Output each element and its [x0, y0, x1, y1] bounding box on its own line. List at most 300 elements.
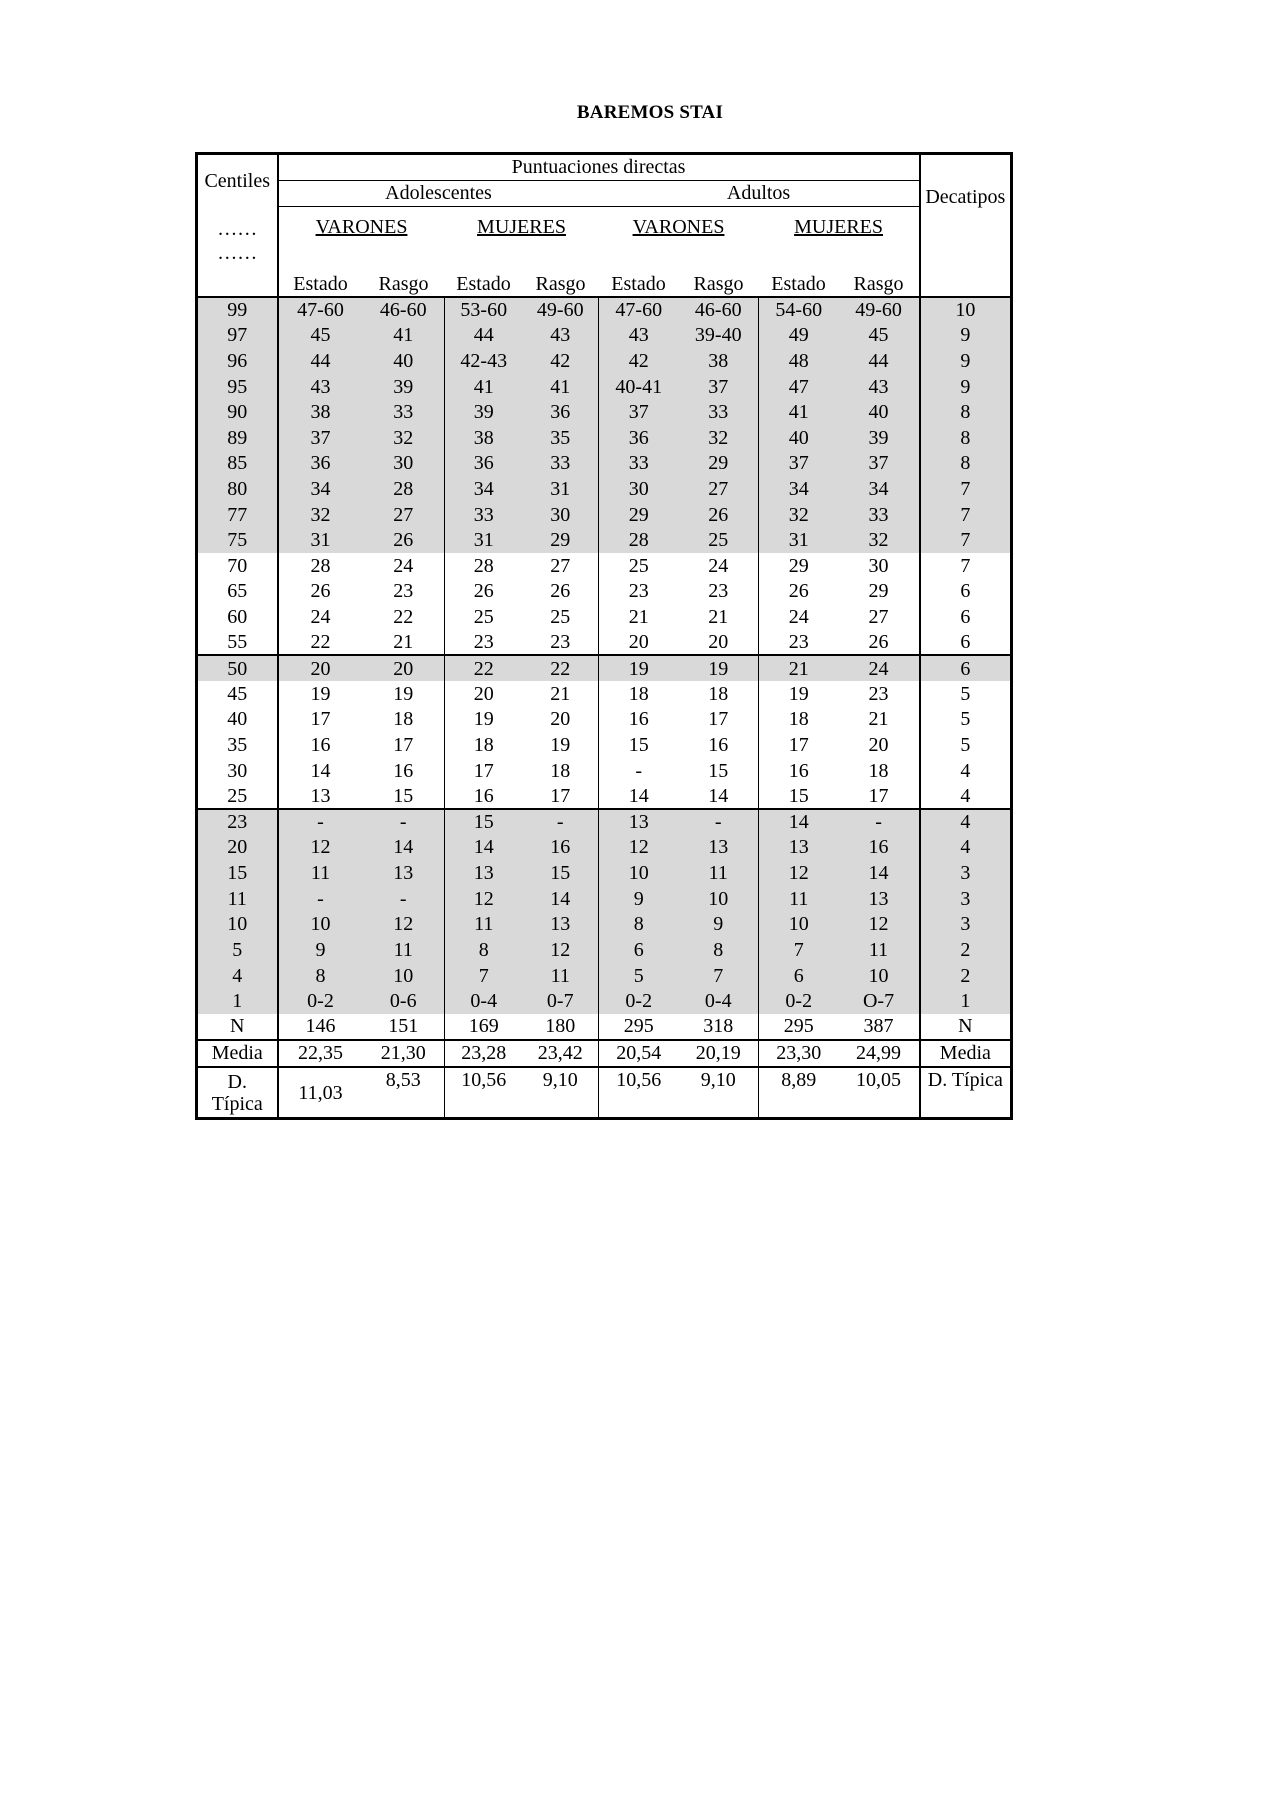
centile-cell: 75 [197, 527, 278, 553]
dtipica-row-cell: 11,03 [278, 1067, 363, 1118]
score-cell: 27 [868, 605, 889, 628]
score-cell: 11 [523, 963, 599, 989]
score-cell: 24 [393, 554, 414, 577]
decatipo-cell: 3 [920, 886, 1012, 912]
media-row-cell: 22,35 [278, 1040, 363, 1068]
header-row-4 [197, 270, 1012, 297]
n-row-cell: 318 [703, 1015, 734, 1038]
score-cell: 14 [523, 886, 599, 912]
centile-cell: 23 [197, 809, 278, 835]
score-cell: 0-2 [599, 988, 679, 1014]
table-row [197, 860, 1012, 886]
score-cell: - [839, 809, 920, 835]
group-label: MUJERES [477, 216, 566, 239]
score-cell: 16 [393, 759, 414, 782]
score-cell: 22 [278, 630, 363, 656]
score-cell: - [523, 809, 599, 835]
score-cell: 35 [523, 425, 599, 451]
media-row-cell: 23,28 [445, 1040, 523, 1068]
group-label: VARONES [315, 216, 408, 239]
score-cell: 9 [599, 886, 679, 912]
score-cell: 31 [445, 527, 523, 553]
score-cell: 42 [599, 348, 679, 374]
score-cell: 8 [278, 963, 363, 989]
score-cell: 6 [599, 937, 679, 963]
score-cell: 0-2 [759, 988, 839, 1014]
score-cell: 0-4 [679, 988, 759, 1014]
score-cell: 22 [393, 605, 414, 628]
score-cell: 11 [363, 937, 445, 963]
score-cell: 12 [278, 835, 363, 861]
score-cell: 29 [868, 580, 889, 603]
decatipo-cell: 8 [920, 451, 1012, 477]
score-cell: 27 [550, 554, 571, 577]
score-cell: 16 [708, 734, 729, 757]
centile-cell: 4 [197, 963, 278, 989]
header-centiles: Centiles [197, 154, 278, 207]
table-row [197, 604, 1012, 630]
decatipo-cell: 9 [920, 322, 1012, 348]
media-row-cell: 20,19 [679, 1040, 759, 1068]
score-cell: 10 [278, 912, 363, 938]
score-cell: 39 [363, 374, 445, 400]
decatipo-cell: 8 [920, 399, 1012, 425]
score-cell: - [679, 809, 759, 835]
decatipo-cell: 7 [920, 553, 1012, 579]
decatipo-cell: 2 [920, 937, 1012, 963]
table-row [197, 809, 1012, 835]
score-cell: 20 [363, 655, 445, 681]
score-cell: 47-60 [278, 297, 363, 323]
score-cell: 14 [759, 809, 839, 835]
score-cell: 21 [599, 604, 679, 630]
score-cell: 0-4 [445, 988, 523, 1014]
score-cell: 27 [363, 502, 445, 528]
score-cell: 0-7 [523, 988, 599, 1014]
score-cell: 16 [839, 835, 920, 861]
header-empty [197, 270, 278, 297]
score-cell: 42 [523, 348, 599, 374]
header-row-3 [197, 207, 1012, 271]
score-cell: 46-60 [363, 297, 445, 323]
media-row [197, 1040, 1012, 1068]
score-cell: - [278, 886, 363, 912]
score-cell: 7 [679, 963, 759, 989]
header-group-mujeres [759, 207, 920, 271]
centile-cell: 60 [227, 605, 248, 628]
table-row [197, 579, 1012, 605]
n-row-cell: 387 [863, 1015, 894, 1038]
score-cell: O-7 [839, 988, 920, 1014]
score-cell: 18 [393, 708, 414, 731]
dtipica-row-cell: 8,53 [363, 1067, 445, 1118]
score-cell: 19 [679, 655, 759, 681]
score-cell: 24 [839, 655, 920, 681]
score-cell: 15 [599, 732, 679, 758]
score-cell: 30 [363, 451, 445, 477]
score-cell: 43 [278, 374, 363, 400]
score-cell: 10 [839, 963, 920, 989]
score-cell: 17 [708, 708, 729, 731]
decatipo-cell: 4 [920, 809, 1012, 835]
score-cell: 14 [839, 860, 920, 886]
header-adultos: Adultos [599, 180, 920, 207]
table-row [197, 707, 1012, 733]
table-row [197, 783, 1012, 809]
score-cell: 29 [523, 527, 599, 553]
dtipica-row-cell: 9,10 [523, 1067, 599, 1118]
score-cell: 23 [393, 580, 414, 603]
table-row [197, 322, 1012, 348]
score-cell: 13 [445, 860, 523, 886]
centile-cell: 55 [227, 631, 248, 654]
centile-cell: 96 [197, 348, 278, 374]
score-cell: 26 [868, 631, 889, 654]
score-cell: 39-40 [679, 322, 759, 348]
n-row-cell: 169 [445, 1014, 523, 1040]
decatipo-cell: 3 [920, 912, 1012, 938]
decatipo-cell: 9 [920, 374, 1012, 400]
score-cell: 12 [363, 912, 445, 938]
score-cell: 28 [445, 553, 523, 579]
score-cell: 14 [708, 784, 729, 807]
score-cell: 12 [759, 860, 839, 886]
score-cell: 13 [278, 783, 363, 809]
score-cell: 40 [363, 348, 445, 374]
score-cell: 45 [278, 322, 363, 348]
centile-cell: 95 [197, 374, 278, 400]
score-cell: 29 [759, 553, 839, 579]
score-cell: 21 [393, 631, 414, 654]
score-cell: 10 [679, 886, 759, 912]
table-row [197, 732, 1012, 758]
score-cell: 28 [599, 527, 679, 553]
score-cell: 37 [759, 451, 839, 477]
score-cell: 19 [550, 734, 571, 757]
table-row [197, 655, 1012, 681]
score-cell: 15 [393, 784, 414, 807]
score-cell: 19 [599, 655, 679, 681]
score-cell: 18 [599, 681, 679, 707]
score-cell: 29 [679, 451, 759, 477]
score-cell: 37 [679, 374, 759, 400]
score-cell: 23 [550, 631, 571, 654]
score-cell: 34 [759, 476, 839, 502]
table-body [197, 154, 1012, 1119]
score-cell: 41 [363, 322, 445, 348]
score-cell: 20 [708, 631, 729, 654]
score-cell: 46-60 [679, 297, 759, 323]
header-subcol-estado: Estado [445, 270, 523, 297]
score-cell: 33 [839, 502, 920, 528]
score-cell: 13 [839, 886, 920, 912]
header-subcol-estado: Estado [759, 270, 839, 297]
score-cell: 28 [278, 553, 363, 579]
table-row [197, 425, 1012, 451]
score-cell: 26 [759, 579, 839, 605]
score-cell: 18 [759, 707, 839, 733]
score-cell: 13 [679, 835, 759, 861]
score-cell: 18 [708, 682, 729, 705]
score-cell: 30 [523, 502, 599, 528]
score-cell: 39 [839, 425, 920, 451]
decatipo-cell: 6 [920, 655, 1012, 681]
dtipica-row-cell: D. Típica [920, 1067, 1012, 1118]
score-cell: 14 [363, 835, 445, 861]
decatipo-cell: 1 [920, 988, 1012, 1014]
centile-cell: 35 [227, 734, 248, 757]
score-cell: 37 [599, 399, 679, 425]
decatipo-cell: 5 [920, 681, 1012, 707]
score-cell: 38 [679, 348, 759, 374]
centile-cell: 11 [197, 886, 278, 912]
decatipo-cell: 4 [920, 835, 1012, 861]
decatipo-cell: 5 [920, 707, 1012, 733]
score-cell: 36 [523, 399, 599, 425]
score-cell: 20 [445, 681, 523, 707]
centile-cell: 90 [197, 399, 278, 425]
score-cell: 11 [278, 860, 363, 886]
score-cell: 10 [363, 963, 445, 989]
n-row-cell: N [920, 1014, 1012, 1040]
table-row [197, 399, 1012, 425]
dtipica-row-cell [197, 1067, 278, 1118]
score-cell: 23 [445, 630, 523, 656]
n-row-cell: 151 [388, 1015, 419, 1038]
score-cell: 10 [599, 860, 679, 886]
score-cell: 41 [523, 374, 599, 400]
table-row [197, 630, 1012, 656]
score-cell: 33 [599, 451, 679, 477]
centile-cell: 80 [197, 476, 278, 502]
table-row [197, 297, 1012, 323]
score-cell: 36 [445, 451, 523, 477]
score-cell: 40 [759, 425, 839, 451]
score-cell: 31 [759, 527, 839, 553]
score-cell: 41 [759, 399, 839, 425]
table-row [197, 937, 1012, 963]
score-cell: 15 [445, 809, 523, 835]
score-cell: 49-60 [523, 297, 599, 323]
header-subcol-rasgo: Rasgo [679, 270, 759, 297]
centile-cell: 30 [227, 759, 248, 782]
centile-cell: 97 [197, 322, 278, 348]
centile-cell: 65 [227, 580, 248, 603]
decatipo-cell: 9 [920, 348, 1012, 374]
score-cell: 21 [868, 708, 889, 731]
score-cell: 32 [759, 502, 839, 528]
centile-cell: 10 [197, 912, 278, 938]
score-cell: 26 [278, 579, 363, 605]
header-row-1 [197, 154, 1012, 181]
dtipica-row-cell: 10,56 [445, 1067, 523, 1118]
score-cell: 22 [523, 655, 599, 681]
score-cell: 20 [868, 734, 889, 757]
centile-cell: 40 [227, 708, 248, 731]
score-cell: 16 [523, 835, 599, 861]
centile-cell: 77 [197, 502, 278, 528]
score-cell: 25 [679, 527, 759, 553]
score-cell: 9 [278, 937, 363, 963]
score-cell: 17 [759, 732, 839, 758]
score-cell: 31 [523, 476, 599, 502]
score-cell: 32 [363, 425, 445, 451]
score-cell: 40 [839, 399, 920, 425]
header-adolescentes: Adolescentes [278, 180, 599, 207]
header-group-mujeres [445, 207, 599, 271]
decatipo-cell: 5 [920, 732, 1012, 758]
dots-line: …… [217, 217, 258, 240]
decatipo-cell: 7 [920, 527, 1012, 553]
baremos-table-container [195, 152, 1010, 1120]
score-cell: 43 [523, 322, 599, 348]
score-cell: 42-43 [445, 348, 523, 374]
score-cell: 17 [278, 707, 363, 733]
score-cell: 47 [759, 374, 839, 400]
media-row-cell: 24,99 [839, 1040, 920, 1068]
score-cell: 17 [550, 784, 571, 807]
table-row [197, 835, 1012, 861]
dtipica-label-part: D. [227, 1070, 247, 1093]
table-row [197, 963, 1012, 989]
media-row-cell: 20,54 [599, 1040, 679, 1068]
n-row-cell: 146 [278, 1014, 363, 1040]
score-cell: 17 [393, 734, 414, 757]
centile-cell: 45 [227, 682, 248, 705]
header-subcol-rasgo: Rasgo [523, 270, 599, 297]
score-cell: 13 [759, 835, 839, 861]
dtipica-row [197, 1067, 1012, 1118]
media-row-cell: Media [197, 1040, 278, 1068]
score-cell: 43 [839, 374, 920, 400]
score-cell: 14 [599, 783, 679, 809]
table-row [197, 886, 1012, 912]
table-row [197, 527, 1012, 553]
group-label: MUJERES [794, 216, 883, 239]
score-cell: 8 [599, 912, 679, 938]
score-cell: 32 [278, 502, 363, 528]
score-cell: - [363, 886, 445, 912]
score-cell: 44 [278, 348, 363, 374]
score-cell: 24 [759, 604, 839, 630]
score-cell: 19 [445, 707, 523, 733]
score-cell: 17 [868, 784, 889, 807]
score-cell: 27 [679, 476, 759, 502]
score-cell: 33 [679, 399, 759, 425]
score-cell: 26 [445, 579, 523, 605]
score-cell: 21 [550, 682, 571, 705]
score-cell: 26 [363, 527, 445, 553]
score-cell: 33 [363, 399, 445, 425]
baremos-table [195, 152, 1013, 1120]
decatipo-cell: 4 [920, 758, 1012, 784]
score-cell: 26 [550, 580, 571, 603]
centile-cell: 15 [197, 860, 278, 886]
score-cell: 30 [599, 476, 679, 502]
score-cell: 38 [445, 425, 523, 451]
score-cell: 24 [278, 604, 363, 630]
score-cell: 12 [839, 912, 920, 938]
score-cell: 0-2 [278, 988, 363, 1014]
media-row-cell: 23,42 [523, 1040, 599, 1068]
score-cell: 14 [445, 835, 523, 861]
score-cell: 20 [550, 708, 571, 731]
table-row [197, 502, 1012, 528]
score-cell: 16 [599, 707, 679, 733]
score-cell: 49-60 [839, 297, 920, 323]
dtipica-row-cell: 10,56 [599, 1067, 679, 1118]
table-row [197, 348, 1012, 374]
decatipo-cell: 10 [920, 297, 1012, 323]
page-title: BAREMOS STAI [576, 102, 724, 123]
score-cell: 36 [278, 451, 363, 477]
centile-cell: 5 [197, 937, 278, 963]
decatipo-cell: 6 [920, 630, 1012, 656]
score-cell: 18 [868, 759, 889, 782]
score-cell: 30 [868, 554, 889, 577]
score-cell: 38 [278, 399, 363, 425]
score-cell: 8 [445, 937, 523, 963]
media-row-cell: 21,30 [363, 1040, 445, 1068]
dtipica-label-part: Típica [211, 1092, 263, 1115]
table-row [197, 758, 1012, 784]
score-cell: 23 [759, 630, 839, 656]
dots-line: …… [217, 241, 258, 264]
score-cell: 43 [599, 322, 679, 348]
score-cell: 13 [599, 809, 679, 835]
score-cell: 12 [599, 835, 679, 861]
score-cell: 33 [445, 502, 523, 528]
header-group-varones [599, 207, 759, 271]
score-cell: 8 [679, 937, 759, 963]
table-row [197, 988, 1012, 1014]
score-cell: 20 [278, 655, 363, 681]
decatipo-cell: 4 [920, 783, 1012, 809]
score-cell: 41 [445, 374, 523, 400]
decatipo-cell: 7 [920, 476, 1012, 502]
score-cell: 17 [445, 758, 523, 784]
score-cell: 23 [599, 579, 679, 605]
score-cell: 13 [363, 860, 445, 886]
score-cell: 32 [679, 425, 759, 451]
score-cell: 12 [445, 886, 523, 912]
header-subcol-estado: Estado [278, 270, 363, 297]
header-subcol-rasgo: Rasgo [363, 270, 445, 297]
header-puntuaciones: Puntuaciones directas [278, 154, 920, 181]
score-cell: 18 [550, 759, 571, 782]
score-cell: 36 [599, 425, 679, 451]
score-cell: 11 [839, 937, 920, 963]
score-cell: 23 [708, 580, 729, 603]
score-cell: 16 [759, 758, 839, 784]
score-cell: 32 [839, 527, 920, 553]
group-label: VARONES [632, 216, 725, 239]
score-cell: 39 [445, 399, 523, 425]
score-cell: 28 [363, 476, 445, 502]
score-cell: 18 [445, 732, 523, 758]
score-cell: 15 [759, 783, 839, 809]
score-cell: 19 [278, 681, 363, 707]
dtipica-row-cell: 10,05 [839, 1067, 920, 1118]
score-cell: 20 [599, 630, 679, 656]
score-cell: 5 [599, 963, 679, 989]
score-cell: - [278, 809, 363, 835]
score-cell: 21 [759, 655, 839, 681]
score-cell: 24 [708, 554, 729, 577]
decatipo-cell: 3 [920, 860, 1012, 886]
header-dots [197, 207, 278, 271]
score-cell: 12 [523, 937, 599, 963]
